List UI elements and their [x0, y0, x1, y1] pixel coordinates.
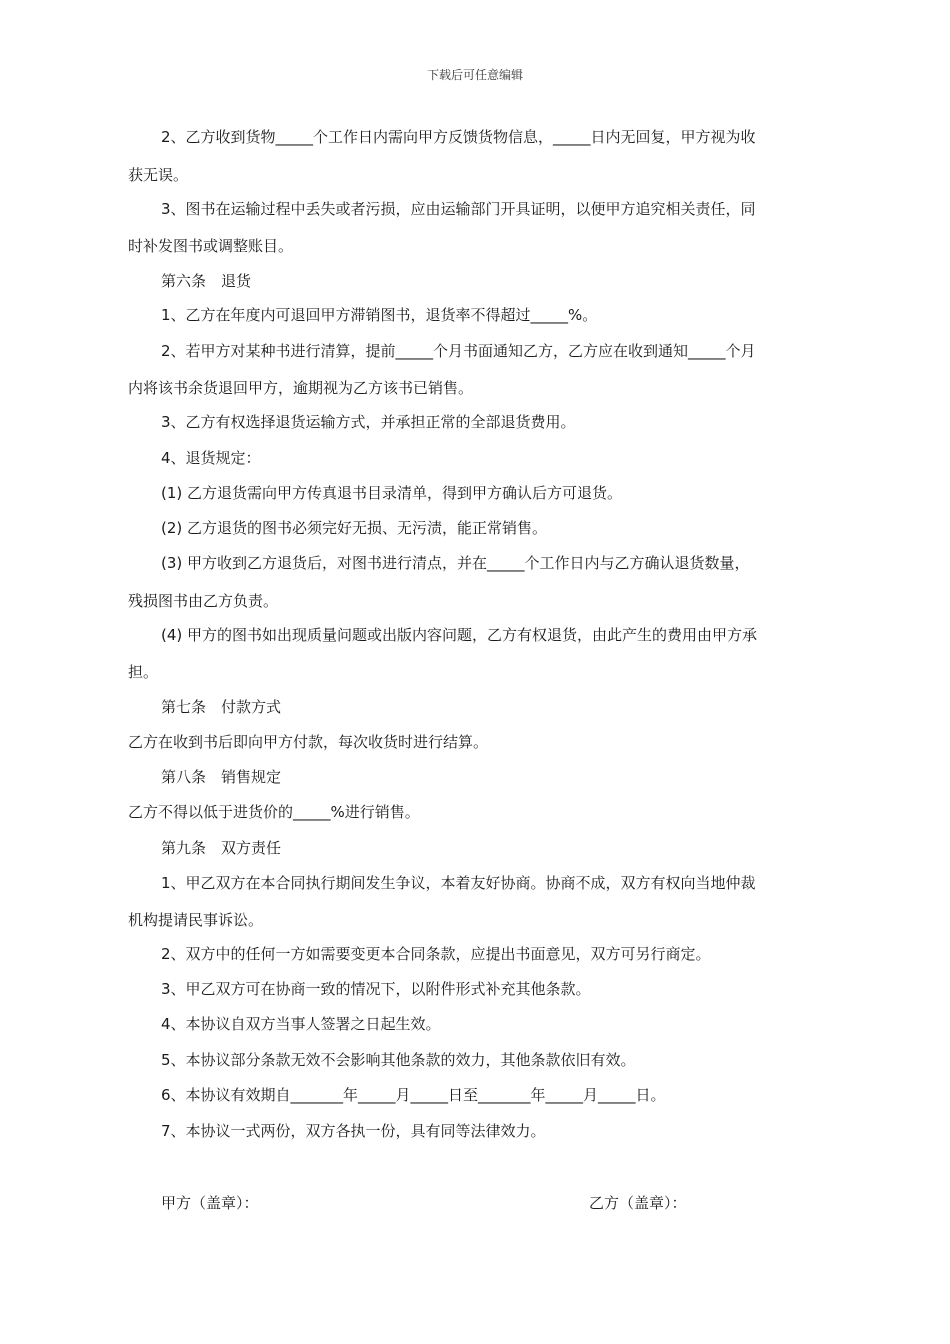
- page-header: 下载后可任意编辑: [426, 68, 523, 82]
- clause-line: 内将该书余货退回甲方，逾期视为乙方该书已销售。: [128, 379, 474, 397]
- clause-line: 2、若甲方对某种书进行清算，提前_____个月书面通知乙方，乙方应在收到通知_____个月: [161, 342, 756, 360]
- clause-line: 机构提请民事诉讼。: [128, 911, 264, 929]
- clause-line: 时补发图书或调整账目。: [128, 237, 294, 255]
- clause-line: (4) 甲方的图书如出现质量问题或出版内容问题，乙方有权退货，由此产生的费用由甲方承: [161, 626, 758, 644]
- clause-line: 获无误。: [128, 166, 189, 184]
- clause-line: 1、乙方在年度内可退回甲方滞销图书，退货率不得超过_____%。: [161, 306, 598, 324]
- clause-line: 7、本协议一式两份，双方各执一份，具有同等法律效力。: [161, 1122, 546, 1140]
- party-b-signature-label: 乙方（盖章）：: [589, 1194, 687, 1212]
- clause-line: (3) 甲方收到乙方退货后，对图书进行清点，并在_____个工作日内与乙方确认退货数量，: [161, 554, 750, 572]
- clause-line: 4、退货规定：: [161, 449, 261, 467]
- party-a-signature-label: 甲方（盖章）：: [161, 1194, 259, 1212]
- clause-line: 1、甲乙双方在本合同执行期间发生争议，本着友好协商。协商不成，双方有权向当地仲裁: [161, 874, 756, 892]
- section-heading: 第八条 销售规定: [161, 768, 282, 786]
- clause-line: (2) 乙方退货的图书必须完好无损、无污渍，能正常销售。: [161, 519, 548, 537]
- clause-line: 3、乙方有权选择退货运输方式，并承担正常的全部退货费用。: [161, 413, 576, 431]
- clause-line: 3、图书在运输过程中丢失或者污损，应由运输部门开具证明，以便甲方追究相关责任，同: [161, 200, 756, 218]
- clause-line: 乙方在收到书后即向甲方付款，每次收货时进行结算。: [128, 733, 489, 751]
- clause-line: 5、本协议部分条款无效不会影响其他条款的效力，其他条款依旧有效。: [161, 1051, 636, 1069]
- section-heading: 第九条 双方责任: [161, 839, 282, 857]
- clause-line: 乙方不得以低于进货价的_____%进行销售。: [128, 803, 420, 821]
- clause-line: 6、本协议有效期自_______年_____月_____日至_______年_____月_____日。: [161, 1086, 666, 1104]
- clause-line: 残损图书由乙方负责。: [128, 592, 279, 610]
- section-heading: 第七条 付款方式: [161, 698, 282, 716]
- clause-line: 担。: [128, 663, 159, 681]
- clause-line: 4、本协议自双方当事人签署之日起生效。: [161, 1015, 441, 1033]
- clause-line: 3、甲乙双方可在协商一致的情况下，以附件形式补充其他条款。: [161, 980, 591, 998]
- clause-line: (1) 乙方退货需向甲方传真退书目录清单，得到甲方确认后方可退货。: [161, 484, 623, 502]
- section-heading: 第六条 退货: [161, 272, 252, 290]
- clause-line: 2、乙方收到货物_____个工作日内需向甲方反馈货物信息，_____日内无回复，甲方视为收: [161, 128, 756, 146]
- clause-line: 2、双方中的任何一方如需要变更本合同条款，应提出书面意见，双方可另行商定。: [161, 945, 711, 963]
